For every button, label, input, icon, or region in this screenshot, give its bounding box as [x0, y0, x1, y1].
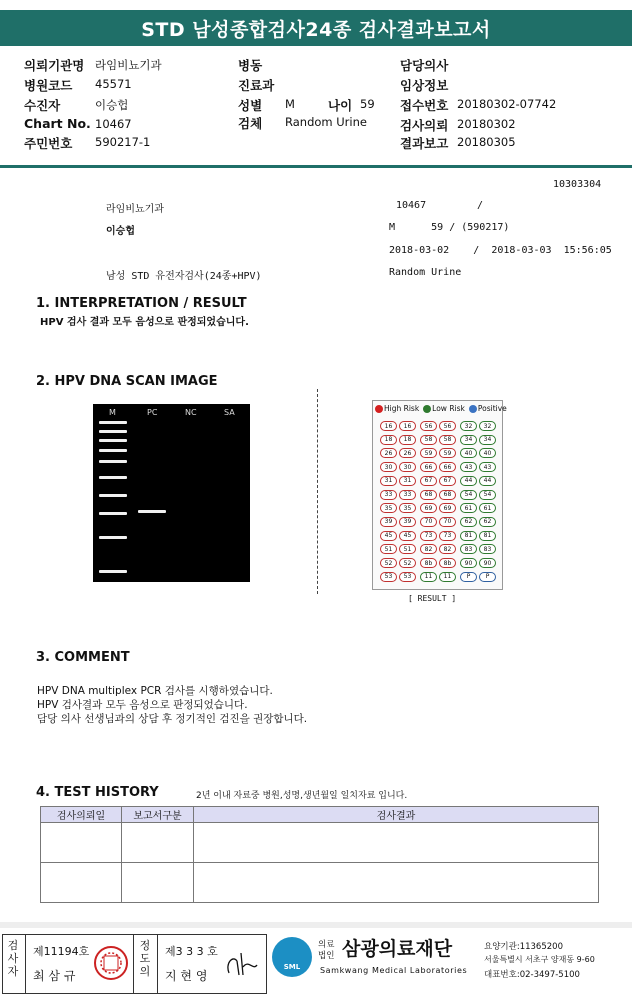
label-age: 나이 — [328, 98, 353, 113]
org-english: Samkwang Medical Laboratories — [320, 966, 468, 975]
info-chart: 10467 — [396, 200, 427, 211]
hpv-type-cell: 62 — [460, 517, 477, 527]
lane-label: M — [109, 408, 116, 417]
dot-icon — [375, 405, 383, 413]
hpv-type-cell: 31 — [380, 476, 397, 486]
hpv-type-cell: 58 — [439, 435, 456, 445]
marker-band — [99, 570, 127, 573]
hpv-type-cell: 45 — [399, 531, 416, 541]
hpv-type-cell: 68 — [420, 490, 437, 500]
hpv-type-cell: 51 — [399, 544, 416, 554]
value-resident-no: 590217-1 — [95, 135, 151, 149]
hpv-type-cell: 54 — [460, 490, 477, 500]
result-caption: [ RESULT ] — [408, 594, 457, 603]
marker-band — [99, 476, 127, 479]
label-report-date: 결과보고 — [400, 136, 449, 151]
contact-line: 대표번호:02-3497-5100 — [484, 970, 580, 980]
hpv-type-cell: 16 — [380, 421, 397, 431]
info-test-name: 남성 STD 유전자검사(24종+HPV) — [106, 271, 262, 282]
hpv-type-cell: 73 — [420, 531, 437, 541]
info-sex-age: M 59 / (590217) — [389, 222, 510, 233]
hpv-type-cell: 67 — [439, 476, 456, 486]
info-hospital: 라임비뇨기과 — [106, 204, 164, 215]
hpv-type-cell: 62 — [479, 517, 496, 527]
hpv-type-cell: 39 — [380, 517, 397, 527]
value-sex: M — [285, 97, 295, 111]
hpv-type-cell: 34 — [479, 435, 496, 445]
hpv-type-cell: 69 — [439, 503, 456, 513]
hpv-type-cell: 61 — [460, 503, 477, 513]
value-patient: 이승헙 — [95, 98, 129, 112]
hpv-type-cell: 34 — [460, 435, 477, 445]
label-request-date: 검사의뢰 — [400, 118, 449, 133]
hpv-type-cell: 40 — [460, 448, 477, 458]
hpv-type-cell: 53 — [380, 572, 397, 582]
lane-label: NC — [185, 408, 197, 417]
label-ward: 병동 — [238, 58, 263, 73]
hpv-type-cell: 56 — [439, 421, 456, 431]
hpv-type-cell: 18 — [399, 435, 416, 445]
hpv-type-cell: 58 — [420, 435, 437, 445]
hpv-type-cell: 18 — [380, 435, 397, 445]
hpv-type-cell: 61 — [479, 503, 496, 513]
hpv-type-cell: 70 — [420, 517, 437, 527]
value-specimen: Random Urine — [285, 115, 367, 129]
label-hospital-code: 병원코드 — [24, 78, 73, 93]
hpv-type-cell: 11 — [420, 572, 437, 582]
section-test-history: 4. TEST HISTORY — [36, 785, 159, 800]
value-age: 59 — [360, 97, 375, 111]
hpv-type-cell: 32 — [479, 421, 496, 431]
signature-box — [2, 934, 267, 994]
value-hospital-code: 45571 — [95, 77, 132, 91]
table-row — [41, 823, 599, 863]
hpv-type-cell: 66 — [439, 462, 456, 472]
supervisor-name: 지 현 영 — [165, 969, 208, 983]
dot-icon — [423, 405, 431, 413]
hpv-type-cell: 52 — [399, 558, 416, 568]
marker-band — [99, 536, 127, 539]
signature-icon — [223, 945, 263, 983]
hpv-type-cell: 59 — [439, 448, 456, 458]
legend-high-risk: High Risk — [375, 404, 419, 413]
label-institution: 의뢰기관명 — [24, 58, 85, 73]
hpv-type-cell: 33 — [399, 490, 416, 500]
marker-band — [99, 430, 127, 433]
hpv-type-cell: 66 — [420, 462, 437, 472]
hpv-type-cell: 8b — [420, 558, 437, 568]
doc-code: 10303304 — [553, 179, 602, 190]
value-report-date: 20180305 — [457, 135, 516, 149]
hpv-type-cell: 11 — [439, 572, 456, 582]
legend-low-risk: Low Risk — [423, 404, 465, 413]
contact-line: 요양기관:11365200 — [484, 942, 563, 952]
hpv-type-cell: 39 — [399, 517, 416, 527]
org-type: 의료 법인 — [318, 940, 335, 961]
label-clinical-info: 임상정보 — [400, 78, 449, 93]
hpv-type-cell: 26 — [399, 448, 416, 458]
comment-line: HPV 검사결과 모두 음성으로 판정되었습니다. — [37, 699, 248, 711]
hpv-type-cell: 30 — [399, 462, 416, 472]
history-header: 검사결과 — [194, 807, 599, 823]
license-no-1: 제11194호 — [33, 945, 90, 958]
label-department: 진료과 — [238, 78, 275, 93]
report-title: STD 남성종합검사24종 검사결과보고서 — [0, 10, 632, 46]
hpv-type-cell: P — [479, 572, 496, 582]
header-info — [0, 53, 632, 163]
lab-logo: SML — [272, 937, 312, 977]
hpv-type-cell: 54 — [479, 490, 496, 500]
divider-dashed — [317, 389, 318, 594]
header-divider — [0, 165, 632, 168]
hpv-type-cell: 81 — [460, 531, 477, 541]
role-label-vertical: 정 도 의 — [139, 939, 151, 978]
lane-label: PC — [147, 408, 158, 417]
hpv-type-cell: 31 — [399, 476, 416, 486]
pc-band — [138, 510, 166, 513]
hpv-type-cell: 51 — [380, 544, 397, 554]
hpv-type-cell: 59 — [420, 448, 437, 458]
info-dates: 2018-03-02 / 2018-03-03 15:56:05 — [389, 245, 612, 256]
hpv-type-cell: 26 — [380, 448, 397, 458]
marker-band — [99, 439, 127, 442]
hpv-type-cell: 90 — [460, 558, 477, 568]
section-interpretation: 1. INTERPRETATION / RESULT — [36, 296, 247, 311]
table-row — [41, 863, 599, 903]
hpv-type-cell: 8b — [439, 558, 456, 568]
role-label-vertical: 검 사 자 — [7, 939, 19, 978]
history-header: 검사의뢰일 — [41, 807, 122, 823]
hpv-type-cell: 52 — [380, 558, 397, 568]
lane-label: SA — [224, 408, 235, 417]
history-table — [40, 806, 599, 903]
info-slash: / — [477, 200, 484, 211]
marker-band — [99, 512, 127, 515]
marker-band — [99, 460, 127, 463]
hpv-type-cell: 43 — [460, 462, 477, 472]
hpv-type-cell: P — [460, 572, 477, 582]
seal-icon — [93, 945, 129, 981]
hpv-type-cell: 83 — [460, 544, 477, 554]
hpv-type-cell: 33 — [380, 490, 397, 500]
comment-line: HPV DNA multiplex PCR 검사를 시행하였습니다. — [37, 685, 273, 697]
hpv-type-cell: 69 — [420, 503, 437, 513]
hpv-type-cell: 43 — [479, 462, 496, 472]
label-chart-no: Chart No. — [24, 116, 91, 131]
hpv-type-cell: 16 — [399, 421, 416, 431]
contact-line: 서울특별시 서초구 양재동 9-60 — [484, 955, 595, 964]
hpv-type-cell: 81 — [479, 531, 496, 541]
label-resident-no: 주민번호 — [24, 136, 73, 151]
hpv-type-cell: 40 — [479, 448, 496, 458]
value-institution: 라임비뇨기과 — [95, 58, 162, 72]
legend-positive: Positive — [469, 404, 507, 413]
value-chart-no: 10467 — [95, 117, 132, 131]
hpv-type-cell: 32 — [460, 421, 477, 431]
dot-icon — [469, 405, 477, 413]
hpv-type-cell: 56 — [420, 421, 437, 431]
info-patient: 이승헙 — [106, 226, 135, 237]
history-note: 2년 이내 자료중 병원,성명,생년월일 일치자료 입니다. — [196, 791, 408, 801]
section-comment: 3. COMMENT — [36, 650, 130, 665]
label-sex: 성별 — [238, 98, 263, 113]
gel-image — [93, 404, 250, 582]
label-patient: 수진자 — [24, 98, 61, 113]
hpv-type-cell: 90 — [479, 558, 496, 568]
org-name: 삼광의료재단 — [342, 938, 453, 960]
footer-divider — [0, 922, 632, 928]
examiner-name: 최 삼 규 — [33, 969, 76, 983]
info-specimen: Random Urine — [389, 267, 462, 278]
marker-band — [99, 421, 127, 424]
hpv-type-cell: 82 — [439, 544, 456, 554]
label-receipt-no: 접수번호 — [400, 98, 449, 113]
marker-band — [99, 494, 127, 497]
hpv-type-cell: 53 — [399, 572, 416, 582]
label-specimen: 검체 — [238, 116, 263, 131]
hpv-type-cell: 35 — [380, 503, 397, 513]
license-no-2: 제3 3 3 호 — [165, 945, 218, 958]
hpv-type-cell: 73 — [439, 531, 456, 541]
hpv-type-cell: 82 — [420, 544, 437, 554]
hpv-type-cell: 45 — [380, 531, 397, 541]
value-receipt-no: 20180302-07742 — [457, 97, 557, 111]
comment-line: 담당 의사 선생님과의 상담 후 정기적인 검진을 권장합니다. — [37, 713, 308, 725]
hpv-type-cell: 35 — [399, 503, 416, 513]
hpv-type-cell: 44 — [460, 476, 477, 486]
hpv-type-cell: 70 — [439, 517, 456, 527]
value-request-date: 20180302 — [457, 117, 516, 131]
hpv-type-cell: 44 — [479, 476, 496, 486]
marker-band — [99, 449, 127, 452]
label-doctor: 담당의사 — [400, 58, 449, 73]
hpv-type-cell: 83 — [479, 544, 496, 554]
section-hpv-scan: 2. HPV DNA SCAN IMAGE — [36, 374, 218, 389]
history-header: 보고서구분 — [122, 807, 194, 823]
hpv-type-cell: 68 — [439, 490, 456, 500]
grid-legend — [375, 404, 507, 413]
hpv-type-cell: 30 — [380, 462, 397, 472]
interpretation-text: HPV 검사 결과 모두 음성으로 판정되었습니다. — [40, 317, 249, 328]
hpv-type-cell: 67 — [420, 476, 437, 486]
